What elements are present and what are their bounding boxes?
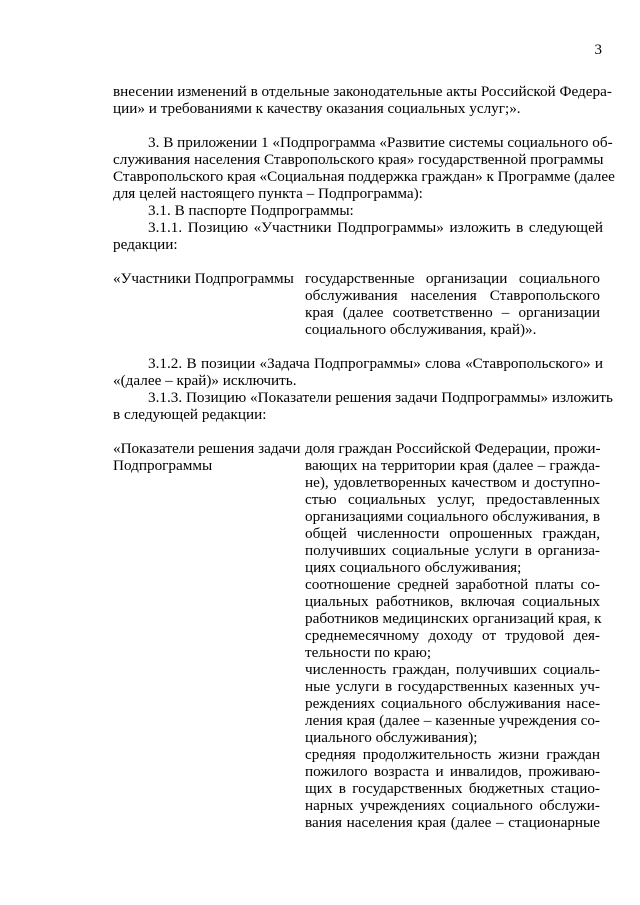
para3-line: для целей настоящего пункта – Подпрограмма):: [113, 185, 423, 202]
table2-right-line: стью социальных услуг, предоставленных: [305, 491, 600, 508]
table2-right-line: тельности по краю;: [305, 644, 432, 661]
table1-right-line: обслуживания населения Ставропольского: [305, 287, 600, 304]
para-3-1-1-line: редакции:: [113, 236, 178, 253]
table2-left-line: Подпрограммы: [113, 457, 213, 474]
page-number: 3: [594, 42, 602, 58]
table1-right-line: социального обслуживания, край)».: [305, 321, 537, 338]
table1-right-line: края (далее соответственно – организации: [305, 304, 600, 321]
table2-right-line: вания населения края (далее – стационарные: [305, 814, 600, 831]
para-3-1-1-line: 3.1.1. Позицию «Участники Подпрограммы» изложить в следующей: [148, 219, 603, 236]
table2-right-line: реждениях социального обслуживания насе-: [305, 695, 600, 712]
table1-left: «Участники Подпрограммы: [113, 270, 294, 287]
para-3-1: 3.1. В паспорте Подпрограммы:: [148, 202, 354, 219]
para-3-1-3-line: 3.1.3. Позицию «Показатели решения задачи Подпрограммы» изложить: [148, 389, 613, 406]
table2-right-line: общей численности опрошенных граждан,: [305, 525, 600, 542]
table2-right-line: средняя продолжительность жизни граждан: [305, 746, 600, 763]
intro-line: внесении изменений в отдельные законодательные акты Российской Федера-: [113, 83, 612, 100]
table2-right-line: циях социального обслуживания;: [305, 559, 522, 576]
table2-right-line: ления края (далее – казенные учреждения со-: [305, 712, 600, 729]
table2-right-line: среднемесячному доходу от трудовой дея-: [305, 627, 600, 644]
table2-right-line: организациями социального обслуживания, в: [305, 508, 600, 525]
table1-right-line: государственные организации социального: [305, 270, 600, 287]
table2-right-line: доля граждан Российской Федерации, прожи-: [305, 440, 601, 457]
table2-right-line: ные услуги в государственных казенных уч-: [305, 678, 600, 695]
table2-right-line: пожилого возраста и инвалидов, проживаю-: [305, 763, 600, 780]
table2-right-line: численность граждан, получивших социаль-: [305, 661, 600, 678]
para3-line: Ставропольского края «Социальная поддержка граждан» к Программе (далее: [113, 168, 615, 185]
table2-right-line: вающих на территории края (далее – гражда-: [305, 457, 600, 474]
table2-right-line: циального обслуживания);: [305, 729, 478, 746]
table2-right-line: циальных работников, включая социальных: [305, 593, 600, 610]
table2-right-line: соотношение средней заработной платы со-: [305, 576, 600, 593]
intro-line: ции» и требованиями к качеству оказания социальных услуг;».: [113, 100, 521, 117]
para3-line: 3. В приложении 1 «Подпрограмма «Развитие системы социального об-: [148, 134, 613, 151]
table2-right-line: не), удовлетворенных качеством и доступно-: [305, 474, 600, 491]
para-3-1-3-line: в следующей редакции:: [113, 406, 267, 423]
para-3-1-2-line: 3.1.2. В позиции «Задача Подпрограммы» слова «Ставропольского» и: [148, 355, 603, 372]
table2-right-line: нарных учреждениях социального обслужи-: [305, 797, 600, 814]
table2-right-line: получивших социальные услуги в организа-: [305, 542, 600, 559]
para-3-1-2-line: «(далее – край)» исключить.: [113, 372, 297, 389]
table2-left-line: «Показатели решения задачи: [113, 440, 301, 457]
table2-right-line: работников медицинских организаций края, к: [305, 610, 602, 627]
para3-line: служивания населения Ставропольского края» государственной программы: [113, 151, 604, 168]
table2-right-line: щих в государственных бюджетных стацио-: [305, 780, 600, 797]
